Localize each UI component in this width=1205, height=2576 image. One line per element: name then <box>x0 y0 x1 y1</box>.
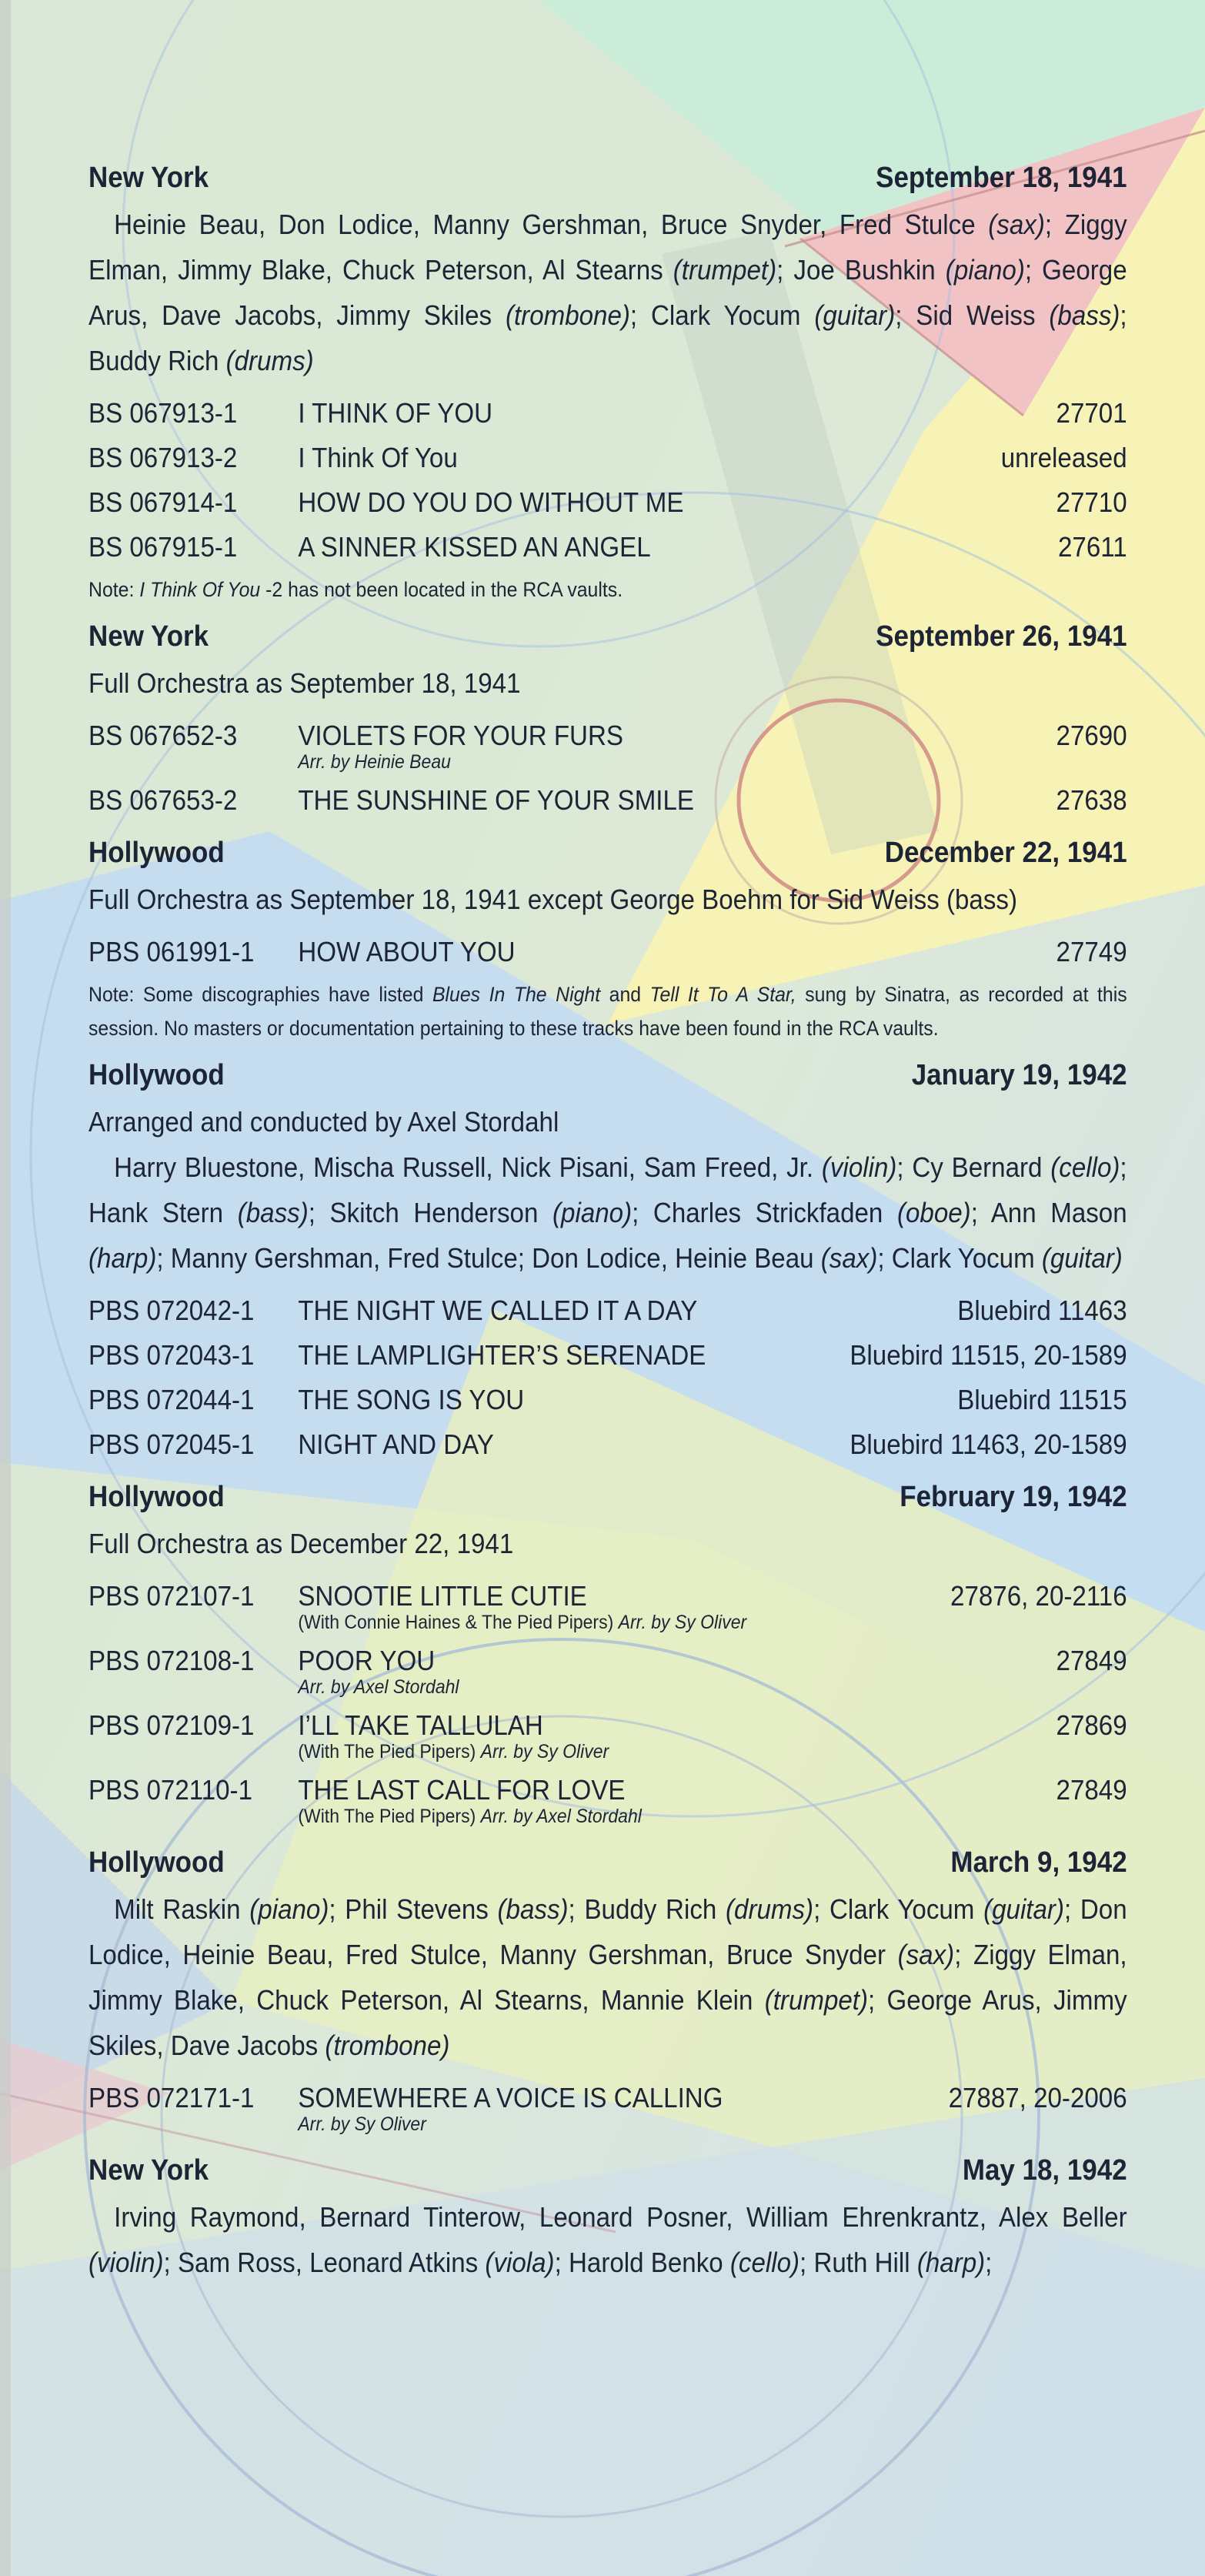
personnel-text: Heinie Beau, Don Lodice, Manny Gershman, Bruce Snyder, Fred Stulce <box>114 209 989 240</box>
personnel-text: ; Buddy Rich <box>568 1893 726 1925</box>
catalog-number: 27710 <box>1056 486 1127 518</box>
personnel-text: and <box>600 983 650 1006</box>
track-row <box>88 1333 1127 1378</box>
track-title: THE SUNSHINE OF YOUR SMILE <box>298 784 695 816</box>
matrix-number: PBS 072109-1 <box>88 1709 255 1741</box>
track-row <box>88 1639 1127 1703</box>
session-personnel <box>88 1521 1127 1566</box>
instrument-label: (trombone) <box>505 299 630 331</box>
matrix-number: PBS 072045-1 <box>88 1428 255 1460</box>
personnel-text: ; Ann Mason <box>970 1197 1127 1228</box>
session <box>88 2147 1127 2285</box>
personnel-text: ; Ziggy Elman, Jimmy Blake, Chuck Peterson, Al Stearns <box>88 209 1127 286</box>
track-list <box>88 713 1127 823</box>
track-list <box>88 2076 1127 2140</box>
catalog-number: Bluebird 11515, 20-1589 <box>850 1339 1127 1371</box>
matrix-number: PBS 072042-1 <box>88 1295 255 1326</box>
track-title: VIOLETS FOR YOUR FURS <box>298 720 623 751</box>
track-body <box>298 480 1056 525</box>
session-place: New York <box>88 162 209 194</box>
session <box>88 154 1127 606</box>
session-header <box>88 1051 1127 1099</box>
matrix-number: BS 067914-1 <box>88 486 238 518</box>
instrument-label: I Think Of You <box>139 578 261 601</box>
session-date: May 18, 1942 <box>962 2154 1127 2187</box>
instrument-label: (trumpet) <box>673 254 777 286</box>
track-body <box>298 1288 957 1333</box>
personnel-text: ; Harold Benko <box>554 2247 730 2278</box>
personnel-text: ; <box>985 2247 993 2278</box>
session-personnel <box>88 1886 1127 2068</box>
track-body <box>298 713 1056 778</box>
personnel-text: -2 has not been located in the RCA vaults. <box>260 578 623 601</box>
track-row <box>88 480 1127 525</box>
track-title: HOW DO YOU DO WITHOUT ME <box>298 486 684 518</box>
instrument-label: (piano) <box>249 1893 329 1925</box>
personnel-text: Note: <box>88 578 140 601</box>
catalog-number: Bluebird 11515 <box>957 1384 1127 1415</box>
arranger-credit: Arr. by Axel Stordahl <box>480 1806 642 1827</box>
track-body <box>298 1703 1056 1768</box>
session-header <box>88 2147 1127 2194</box>
track-body <box>298 2076 948 2140</box>
instrument-label: (cello) <box>729 2247 800 2278</box>
session-place: Hollywood <box>88 1481 225 1513</box>
instrument-label: (guitar) <box>983 1893 1064 1925</box>
session-personnel <box>88 2194 1127 2285</box>
matrix-number: PBS 072110-1 <box>88 1774 252 1806</box>
catalog-number: 27849 <box>1056 1774 1127 1806</box>
instrument-label: (piano) <box>945 254 1025 286</box>
catalog-number: 27887, 20-2006 <box>948 2082 1127 2113</box>
personnel-text: Full Orchestra as September 18, 1941 except George Boehm for Sid Weiss (bass) <box>88 884 1017 915</box>
session-place: New York <box>88 620 209 653</box>
instrument-label: (guitar) <box>1041 1242 1123 1274</box>
personnel-text: sung by Sinatra, as recorded at this session. No masters or documentation pertaining to these tracks have been found in the RCA vaults. <box>88 983 1127 1040</box>
instrument-label: Blues In The Night <box>432 983 601 1006</box>
catalog-number: 27701 <box>1056 397 1127 429</box>
track-title: I Think Of You <box>298 442 458 473</box>
personnel-text: Milt Raskin <box>114 1893 250 1925</box>
personnel-text: Note: Some discographies have listed <box>88 983 432 1006</box>
track-body <box>298 391 1056 436</box>
track-row <box>88 930 1127 974</box>
session-place: Hollywood <box>88 1059 225 1091</box>
instrument-label: (oboe) <box>896 1197 971 1228</box>
track-body <box>298 930 1056 974</box>
instrument-label: (cello) <box>1050 1151 1120 1183</box>
matrix-number: PBS 072108-1 <box>88 1645 255 1676</box>
track-row <box>88 1288 1127 1333</box>
track-row <box>88 1703 1127 1768</box>
matrix-number: PBS 072043-1 <box>88 1339 255 1371</box>
catalog-number: 27876, 20-2116 <box>950 1580 1127 1612</box>
personnel-text: Irving Raymond, Bernard Tinterow, Leonard Posner, William Ehrenkrantz, Alex Beller <box>114 2201 1127 2233</box>
instrument-label: (sax) <box>897 1939 955 1970</box>
personnel-text: ; Charles Strickfaden <box>632 1197 897 1228</box>
instrument-label: (drums) <box>225 345 314 376</box>
personnel-text: ; George Arus, Jimmy Skiles, Dave Jacobs <box>88 1984 1127 2061</box>
arranger-credit: Arr. by Sy Oliver <box>618 1612 747 1633</box>
personnel-text: ; Skitch Henderson <box>308 1197 553 1228</box>
track-body <box>298 1333 850 1378</box>
matrix-number: BS 067913-2 <box>88 442 238 473</box>
catalog-number: 27749 <box>1056 936 1127 967</box>
track-title: SOMEWHERE A VOICE IS CALLING <box>298 2082 723 2113</box>
track-credit-text: (With The Pied Pipers) <box>298 1741 481 1762</box>
session-personnel <box>88 877 1127 922</box>
session-header <box>88 829 1127 877</box>
track-body <box>298 525 1058 570</box>
track-credit-text: (With The Pied Pipers) <box>298 1806 481 1827</box>
instrument-label: (guitar) <box>814 299 896 331</box>
session-personnel <box>88 1144 1127 1281</box>
session <box>88 613 1127 823</box>
personnel-text: ; Sid Weiss <box>895 299 1050 331</box>
session-date: December 22, 1941 <box>884 837 1127 869</box>
catalog-number: unreleased <box>1000 442 1127 473</box>
track-body <box>298 1422 850 1467</box>
track-title: A SINNER KISSED AN ANGEL <box>298 531 651 563</box>
track-credit-text: (With Connie Haines & The Pied Pipers) <box>298 1612 619 1633</box>
track-title: THE NIGHT WE CALLED IT A DAY <box>298 1295 698 1326</box>
instrument-label: (sax) <box>988 209 1045 240</box>
instrument-label: (sax) <box>820 1242 878 1274</box>
arranger-credit: Arr. by Axel Stordahl <box>298 1676 459 1698</box>
catalog-number: 27869 <box>1056 1709 1127 1741</box>
track-credit <box>298 1611 950 1634</box>
instrument-label: (trumpet) <box>764 1984 869 2016</box>
instrument-label: (violin) <box>88 2247 164 2278</box>
track-body <box>298 1639 1056 1703</box>
personnel-text: Harry Bluestone, Mischa Russell, Nick Pisani, Sam Freed, Jr. <box>114 1151 822 1183</box>
instrument-label: (drums) <box>726 1893 814 1925</box>
track-body <box>298 436 1000 480</box>
instrument-label: (harp) <box>88 1242 157 1274</box>
instrument-label: (piano) <box>552 1197 633 1228</box>
instrument-label: (bass) <box>497 1893 569 1925</box>
personnel-text: ; Buddy Rich <box>88 299 1127 376</box>
session-place: Hollywood <box>88 837 225 869</box>
instrument-label: (bass) <box>1049 299 1120 331</box>
catalog-number: 27690 <box>1056 720 1127 751</box>
session-personnel <box>88 202 1127 383</box>
track-title: I’LL TAKE TALLULAH <box>298 1709 543 1741</box>
session-header <box>88 154 1127 202</box>
track-title: POOR YOU <box>298 1645 436 1676</box>
track-title: THE LAMPLIGHTER’S SERENADE <box>298 1339 706 1371</box>
catalog-number: Bluebird 11463 <box>957 1295 1127 1326</box>
track-credit <box>298 1805 1056 1828</box>
session <box>88 1839 1127 2140</box>
session-note <box>88 977 1127 1045</box>
session <box>88 1473 1127 1833</box>
instrument-label: Tell It To A Star, <box>649 983 796 1006</box>
arranger-credit: Arr. by Heinie Beau <box>298 751 451 773</box>
track-list <box>88 1574 1127 1833</box>
session-date: September 26, 1941 <box>876 620 1127 653</box>
track-row <box>88 1422 1127 1467</box>
matrix-number: BS 067915-1 <box>88 531 238 563</box>
track-title: HOW ABOUT YOU <box>298 936 516 967</box>
track-title: NIGHT AND DAY <box>298 1428 494 1460</box>
personnel-text: ; Hank Stern <box>88 1151 1127 1228</box>
session-date: March 9, 1942 <box>950 1846 1127 1879</box>
track-list <box>88 1288 1127 1467</box>
track-credit <box>298 1676 1056 1699</box>
personnel-text: ; Don Lodice, Heinie Beau, Fred Stulce, Manny Gershman, Bruce Snyder <box>88 1893 1127 1970</box>
matrix-number: PBS 061991-1 <box>88 936 255 967</box>
track-row <box>88 1574 1127 1639</box>
track-credit <box>298 1740 1056 1763</box>
session-header <box>88 613 1127 660</box>
catalog-number: Bluebird 11463, 20-1589 <box>850 1428 1127 1460</box>
track-row <box>88 2076 1127 2140</box>
track-row <box>88 713 1127 778</box>
personnel-text: ; Ziggy Elman, Jimmy Blake, Chuck Peterson, Al Stearns, Mannie Klein <box>88 1939 1127 2016</box>
track-title: THE LAST CALL FOR LOVE <box>298 1774 626 1806</box>
matrix-number: PBS 072171-1 <box>88 2082 255 2113</box>
matrix-number: BS 067652-3 <box>88 720 238 751</box>
session-arranger: Arranged and conducted by Axel Stordahl <box>88 1106 559 1138</box>
track-row <box>88 436 1127 480</box>
track-row <box>88 1768 1127 1833</box>
instrument-label: (bass) <box>237 1197 309 1228</box>
track-credit <box>298 750 1056 773</box>
personnel-text: ; Cy Bernard <box>896 1151 1051 1183</box>
session-date: September 18, 1941 <box>876 162 1127 194</box>
personnel-text: ; Manny Gershman, Fred Stulce; Don Lodice, Heinie Beau <box>156 1242 821 1274</box>
catalog-number: 27611 <box>1057 531 1127 563</box>
matrix-number: PBS 072044-1 <box>88 1384 255 1415</box>
track-title: SNOOTIE LITTLE CUTIE <box>298 1580 587 1612</box>
personnel-text: Full Orchestra as September 18, 1941 <box>88 667 521 699</box>
track-body <box>298 1378 957 1422</box>
personnel-text: ; Phil Stevens <box>329 1893 498 1925</box>
catalog-number: 27849 <box>1056 1645 1127 1676</box>
matrix-number: PBS 072107-1 <box>88 1580 255 1612</box>
track-row <box>88 525 1127 570</box>
personnel-text: ; Ruth Hill <box>799 2247 917 2278</box>
arranger-credit: Arr. by Sy Oliver <box>298 2113 426 2135</box>
personnel-text: ; Clark Yocum <box>877 1242 1042 1274</box>
personnel-text: ; Joe Bushkin <box>776 254 946 286</box>
session-place: New York <box>88 2154 209 2187</box>
track-list <box>88 391 1127 570</box>
track-body <box>298 778 1056 823</box>
instrument-label: (viola) <box>485 2247 555 2278</box>
session-date: January 19, 1942 <box>911 1059 1127 1091</box>
track-row <box>88 778 1127 823</box>
session-header <box>88 1839 1127 1886</box>
instrument-label: (harp) <box>916 2247 986 2278</box>
discography-content <box>88 154 1127 2291</box>
session-note <box>88 573 1127 606</box>
personnel-text: ; Sam Ross, Leonard Atkins <box>163 2247 486 2278</box>
personnel-text: ; Clark Yocum <box>813 1893 984 1925</box>
session <box>88 1051 1127 1467</box>
session-date: February 19, 1942 <box>900 1481 1127 1513</box>
track-title: I THINK OF YOU <box>298 397 493 429</box>
session-header <box>88 1473 1127 1521</box>
personnel-text: Full Orchestra as December 22, 1941 <box>88 1528 514 1559</box>
track-list <box>88 930 1127 974</box>
track-row <box>88 1378 1127 1422</box>
instrument-label: (violin) <box>821 1151 897 1183</box>
catalog-number: 27638 <box>1056 784 1127 816</box>
instrument-label: (trombone) <box>325 2030 450 2061</box>
track-body <box>298 1574 950 1639</box>
session <box>88 829 1127 1045</box>
session-place: Hollywood <box>88 1846 225 1879</box>
matrix-number: BS 067653-2 <box>88 784 238 816</box>
personnel-text: ; Clark Yocum <box>629 299 815 331</box>
arranger-credit: Arr. by Sy Oliver <box>480 1741 609 1762</box>
matrix-number: BS 067913-1 <box>88 397 238 429</box>
track-body <box>298 1768 1056 1833</box>
session-personnel <box>88 660 1127 706</box>
personnel-text: ; George Arus, Dave Jacobs, Jimmy Skiles <box>88 254 1127 331</box>
track-title: THE SONG IS YOU <box>298 1384 525 1415</box>
track-row <box>88 391 1127 436</box>
